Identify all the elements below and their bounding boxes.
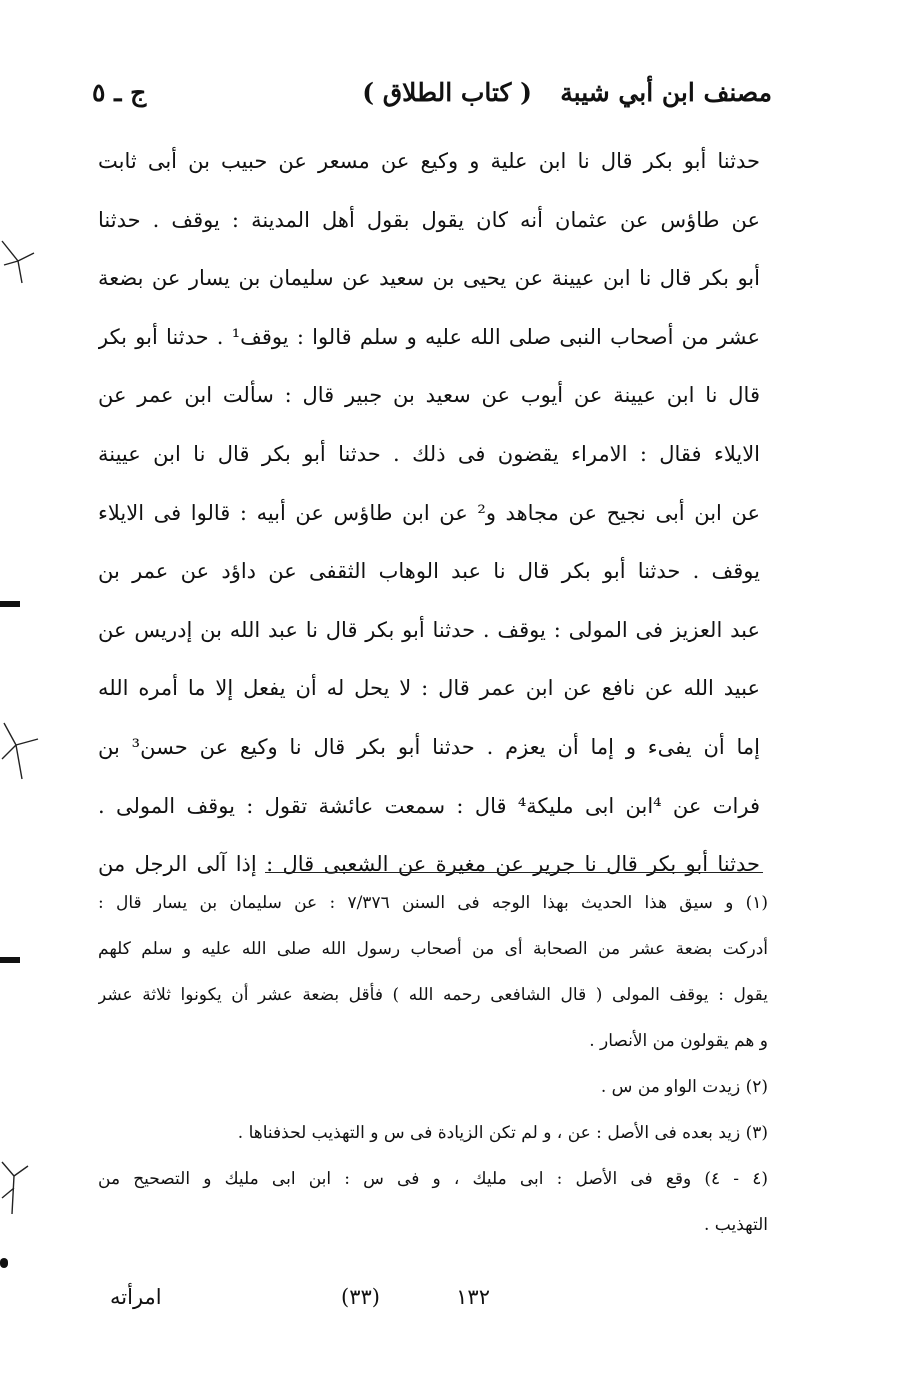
text-line: عن ابن أبى نجيح عن مجاهد و² عن ابن طاؤس عن أبيه : قالوا فى الايلاء	[98, 500, 760, 525]
footnote-line: (١) و سيق هذا الحديث بهذا الوجه فى السنن ٧/٣٧٦ : عن سليمان بن يسار قال :	[98, 893, 768, 913]
footnote-line: (٢) زيدت الواو من س .	[600, 1077, 768, 1097]
volume-label: ج ـ ٥	[92, 78, 147, 107]
footnote-line: (٤ - ٤) وقع فى الأصل : ابى مليك ، و فى س : ابن ابى مليك و التصحيح من	[98, 1169, 768, 1189]
page-header	[92, 78, 772, 124]
signature-mark: (٣٣)	[341, 1285, 380, 1309]
text-line: فرات عن ⁴ابن ابى مليكة⁴ قال : سمعت عائشة تقول : يوقف المولى .	[98, 793, 760, 818]
text-line: يوقف . حدثنا أبو بكر قال نا عبد الوهاب الثقفى عن داؤد عن عمر بن	[98, 559, 760, 584]
page-number: ١٣٢	[456, 1285, 490, 1309]
margin-scratch	[0, 235, 36, 285]
text-line: أبو بكر قال نا ابن عيينة عن يحيى بن سعيد عن سليمان بن يسار عن بضعة	[98, 266, 760, 291]
running-title: مصنف ابن أبي شيبة	[560, 78, 772, 107]
footnote-line: أدركت بضعة عشر من الصحابة أى من أصحاب رسول الله صلى الله عليه و سلم كلهم	[98, 939, 768, 959]
catchword: امرأته	[110, 1285, 162, 1309]
text-line: حدثنا أبو بكر قال نا جرير عن مغيرة عن الشعبى قال : إذا آلى الرجل من	[98, 852, 760, 877]
binding-mark	[0, 601, 20, 607]
margin-scratch	[0, 715, 40, 785]
footnote-separator	[265, 872, 763, 873]
chapter-title: ( كتاب الطلاق )	[362, 78, 532, 107]
main-text	[98, 132, 760, 894]
binding-mark	[0, 1258, 8, 1268]
text-line: حدثنا أبو بكر قال نا ابن علية و وكيع عن مسعر عن حبيب بن أبى ثابت	[98, 149, 760, 173]
footnotes	[98, 880, 768, 1248]
text-line: قال نا ابن عيينة عن أيوب عن سعيد بن جبير قال : سألت ابن عمر عن	[98, 383, 760, 408]
text-line: عشر من أصحاب النبى صلى الله عليه و سلم قالوا : يوقف¹ . حدثنا أبو بكر	[98, 324, 760, 349]
binding-mark	[0, 957, 20, 963]
text-line: عبد العزيز فى المولى : يوقف . حدثنا أبو بكر قال نا عبد الله بن إدريس عن	[98, 617, 760, 642]
text-line: عن طاؤس عن عثمان أنه كان يقول بقول أهل المدينة : يوقف . حدثنا	[98, 207, 760, 232]
footnote-line: التهذيب .	[703, 1215, 768, 1235]
margin-scratch	[0, 1158, 30, 1218]
page-footer	[110, 1285, 490, 1321]
footnote-line: و هم يقولون من الأنصار .	[589, 1031, 768, 1051]
footnote-line: (٣) زيد بعده فى الأصل : عن ، و لم تكن الزيادة فى س و التهذيب لحذفناها .	[237, 1123, 768, 1143]
footnote-line: يقول : يوقف المولى ( قال الشافعى رحمه الله ) فأقل بضعة عشر أن يكونوا ثلاثة عشر	[98, 985, 768, 1005]
text-line: عبيد الله عن نافع عن ابن عمر قال : لا يحل له أن يفعل إلا ما أمره الله	[98, 676, 760, 701]
text-line: الايلاء فقال : الامراء يقضون فى ذلك . حدثنا أبو بكر قال نا ابن عيينة	[98, 441, 760, 466]
text-line: إما أن يفىء و إما أن يعزم . حدثنا أبو بكر قال نا وكيع عن حسن³ بن	[98, 734, 760, 759]
